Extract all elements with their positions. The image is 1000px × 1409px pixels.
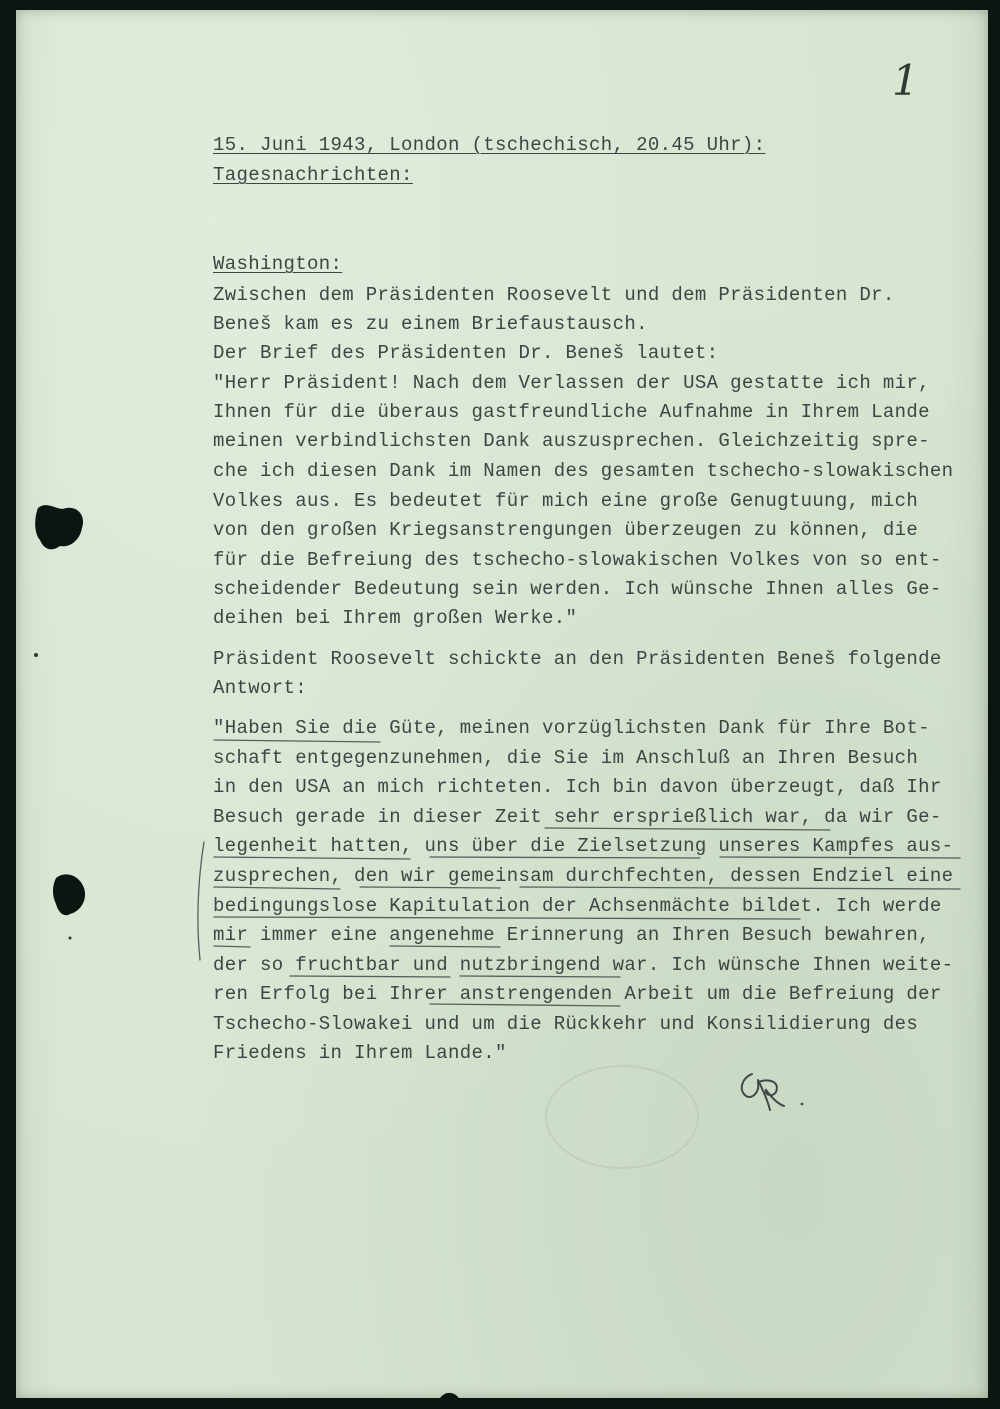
text-line: Zwischen dem Präsidenten Roosevelt und dem Präsidenten Dr. <box>213 284 895 306</box>
text-line: meinen verbindlichsten Dank auszusprechen. Gleichzeitig spre- <box>213 430 930 452</box>
text-line: mir immer eine angenehme Erinnerung an Ihren Besuch bewahren, <box>213 924 930 946</box>
text-line: von den großen Kriegsanstrengungen überzeugen zu können, die <box>213 519 919 541</box>
text-line: bedingungslose Kapitulation der Achsenmächte bildet. Ich werde <box>213 895 942 917</box>
text-line: "Haben Sie die Güte, meinen vorzüglichsten Dank für Ihre Bot- <box>213 717 930 739</box>
text-line: Volkes aus. Es bedeutet für mich eine große Genugtuung, mich <box>213 490 919 512</box>
text-line: in den USA an mich richteten. Ich bin davon überzeugt, daß Ihr <box>213 776 942 798</box>
text-line: zusprechen, den wir gemeinsam durchfechten, dessen Endziel eine <box>213 865 954 887</box>
header-line-title: Tagesnachrichten: <box>213 164 413 186</box>
document-page <box>16 10 988 1398</box>
text-line: für die Befreiung des tschecho-slowakischen Volkes von so ent- <box>213 549 942 571</box>
text-line: Besuch gerade in dieser Zeit sehr ersprießlich war, da wir Ge- <box>213 806 942 828</box>
text-line: Antwort: <box>213 677 308 699</box>
text-line: deihen bei Ihrem großen Werke." <box>213 607 578 629</box>
text-line: Präsident Roosevelt schickte an den Präsidenten Beneš folgende <box>213 648 942 670</box>
text-line: Beneš kam es zu einem Briefaustausch. <box>213 313 648 335</box>
faint-stamp <box>545 1065 699 1169</box>
text-line: scheidender Bedeutung sein werden. Ich wünsche Ihnen alles Ge- <box>213 578 942 600</box>
text-line: che ich diesen Dank im Namen des gesamten tschecho-slowakischen <box>213 460 954 482</box>
section-label: Washington: <box>213 253 343 275</box>
header-line-date: 15. Juni 1943, London (tschechisch, 20.45 Uhr): <box>213 134 766 156</box>
text-line: legenheit hatten, uns über die Zielsetzung unseres Kampfes aus- <box>213 835 954 857</box>
text-line: Ihnen für die überaus gastfreundliche Aufnahme in Ihrem Lande <box>213 401 930 423</box>
text-line: der so fruchtbar und nutzbringend war. Ich wünsche Ihnen weite- <box>213 954 954 976</box>
text-line: Tschecho-Slowakei und um die Rückkehr und Konsilidierung des <box>213 1013 919 1035</box>
text-line: "Herr Präsident! Nach dem Verlassen der USA gestatte ich mir, <box>213 372 930 394</box>
text-line: Friedens in Ihrem Lande." <box>213 1042 507 1064</box>
text-line: ren Erfolg bei Ihrer anstrengenden Arbeit um die Befreiung der <box>213 983 942 1005</box>
text-line: schaft entgegenzunehmen, die Sie im Anschluß an Ihren Besuch <box>213 747 919 769</box>
text-line: Der Brief des Präsidenten Dr. Beneš lautet: <box>213 342 719 364</box>
page-number: 1 <box>892 56 919 105</box>
